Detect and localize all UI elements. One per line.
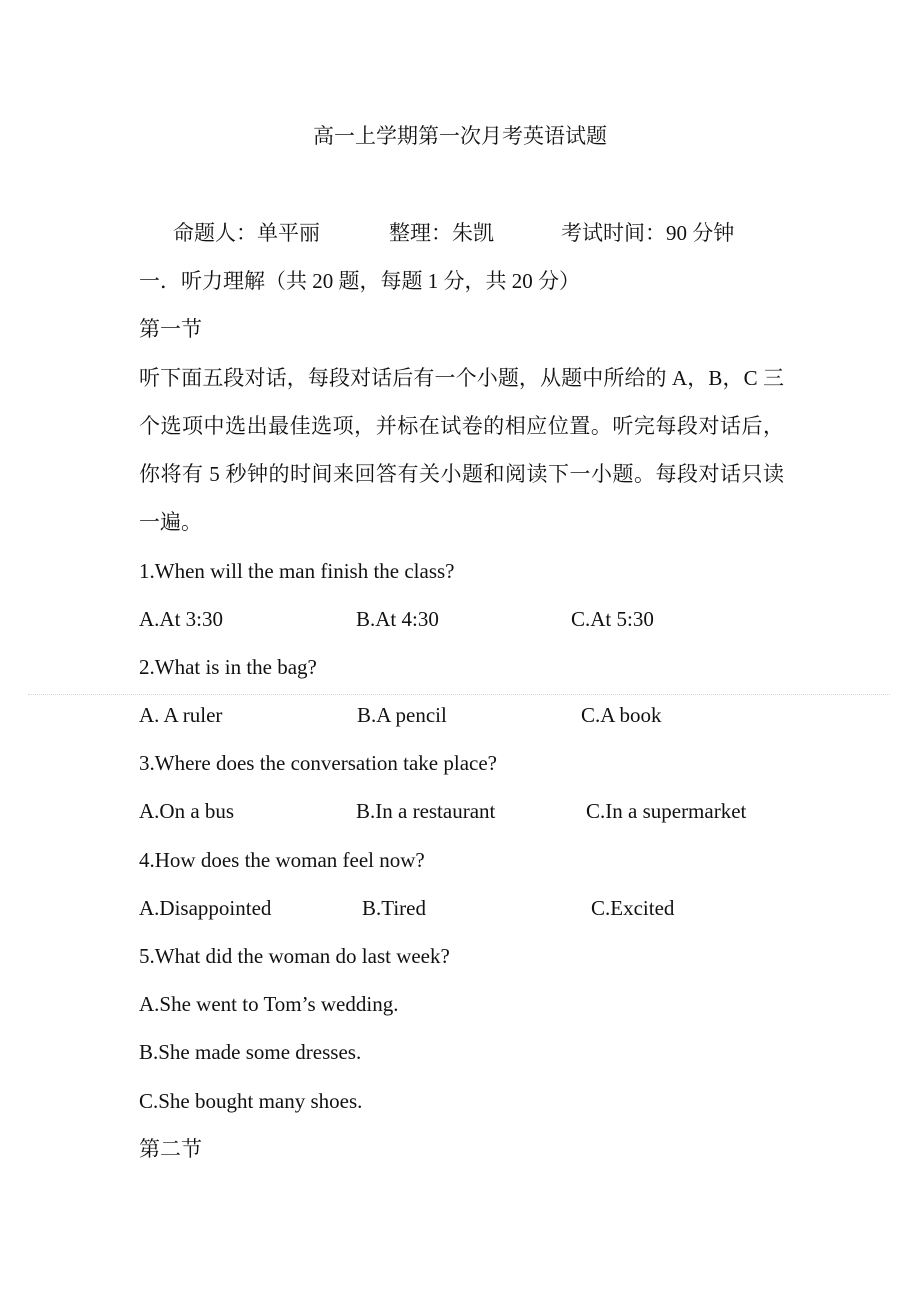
option-c: C.Excited — [591, 896, 675, 920]
part-two-label: 第二节 — [139, 1137, 202, 1161]
editor-line: 整理：朱凯 — [389, 221, 494, 245]
question-stem: 4.How does the woman feel now? — [139, 848, 425, 872]
part-one-label: 第一节 — [139, 317, 202, 341]
option-a: A. A ruler — [139, 703, 223, 727]
option-b: B.Tired — [362, 896, 426, 920]
exam-title: 高一上学期第一次月考英语试题 — [313, 124, 607, 148]
option-c: C.She bought many shoes. — [139, 1089, 363, 1113]
page-divider — [28, 694, 890, 695]
option-b: B.In a restaurant — [356, 799, 496, 823]
question-stem: 5.What did the woman do last week? — [139, 944, 450, 968]
question-stem: 3.Where does the conversation take place? — [139, 751, 497, 775]
option-c: C.In a supermarket — [586, 799, 747, 823]
option-b: B.At 4:30 — [356, 607, 439, 631]
option-a: A.On a bus — [139, 799, 235, 823]
option-a: A.Disappointed — [139, 896, 272, 920]
part-one-instructions: 听下面五段对话，每段对话后有一个小题，从题中所给的 A，B，C 三个选项中选出最佳选项，并标在试卷的相应位置。听完每段对话后，你将有 5 秒钟的时间来回答有关小题和阅读下一小题。每段对话只读一遍。 — [139, 366, 784, 534]
option-c: C.At 5:30 — [571, 607, 654, 631]
section-heading: 一．听力理解（共 20 题，每题 1 分，共 20 分） — [139, 269, 580, 293]
option-a: A.She went to Tom’s wedding. — [139, 992, 399, 1016]
author-line: 命题人：单平丽 — [173, 221, 320, 245]
option-a: A.At 3:30 — [139, 607, 223, 631]
exam-time-line: 考试时间：90 分钟 — [561, 221, 735, 245]
option-b: B.She made some dresses. — [139, 1040, 362, 1064]
question-stem: 2.What is in the bag? — [139, 655, 317, 679]
question-stem: 1.When will the man finish the class? — [139, 559, 455, 583]
option-c: C.A book — [581, 703, 662, 727]
option-b: B.A pencil — [357, 703, 447, 727]
